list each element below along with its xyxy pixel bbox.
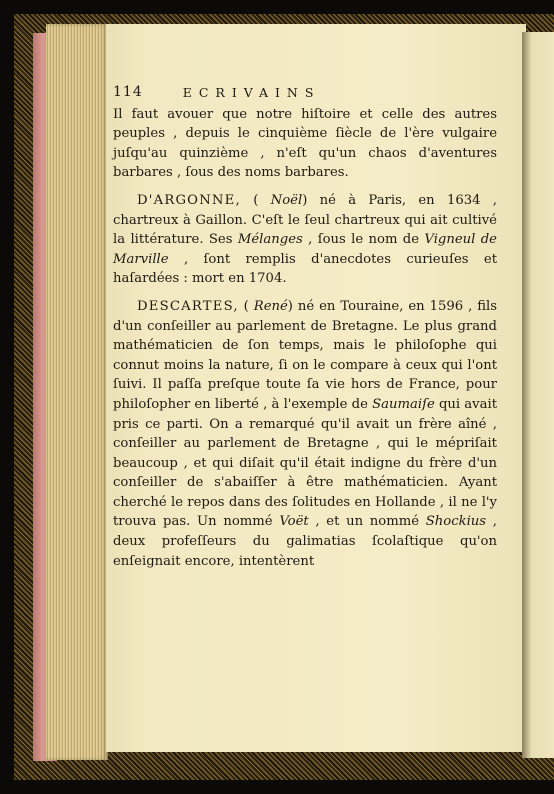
entry-descartes: [113, 297, 497, 571]
entry-head: DESCARTES,: [137, 298, 239, 314]
page-text: [113, 83, 497, 571]
entry-text: ) né en Touraine, en 1596 , fils d'un conſeiller au parlement de Bretagne. Le plus grand mathématicien de ſon temps, mais le philoſophe qui connut moins la nature, ſi on le compare à ceux qui l'ont ſuivi. Il paſſa preſque toute ſa vie hors de France, pour philoſopher en liberté , à l'exemple de: [113, 298, 498, 412]
entry-head: D'ARGONNE,: [137, 192, 241, 208]
entry-italic: Noël: [270, 192, 303, 208]
entry-text: , deux profeſſeurs du galimatias ſcolaſtique qu'on enſeignait encore, intentèrent: [113, 514, 497, 569]
entry-text: ) né à Paris, en 1634 , chartreux à Gaillon. C'eſt le ſeul chartreux qui ait cultivé la littérature. Ses: [113, 192, 497, 248]
entry-text: (: [238, 298, 254, 314]
running-header: [113, 83, 497, 103]
entry-dargonne: [113, 191, 497, 289]
entry-italic: René: [253, 298, 288, 314]
running-title: ECRIVAINS: [182, 85, 321, 100]
entry-text: , ſont remplis d'anecdotes curieuſes et haſardées : mort en 1704.: [113, 251, 497, 287]
entry-italic: Mélanges: [237, 232, 303, 248]
entry-text: , ſous le nom de: [302, 232, 425, 248]
page-edges: [46, 24, 108, 760]
entry-text: (: [240, 192, 271, 208]
entry-italic: Saumaiſe: [372, 396, 435, 412]
entry-italic: Voët: [279, 514, 309, 530]
paragraph-intro: Il faut avouer que notre hiſtoire et celle des autres peuples , depuis le cinquième ſiècle de l'ère vulgaire juſqu'au quinzième , n'eſt qu'un chaos d'aventures barbares , ſous des noms barbares.: [113, 106, 497, 181]
entry-italic: Shockius: [425, 514, 487, 530]
entry-text: qui avait pris ce parti. On a remarqué qu'il avait un frère aîné , conſeiller au parlement de Bretagne , qui le mépriſait beaucoup , et qui diſait qu'il était indigne du frère d'un conſeiller de s'abaiſſer à être mathématicien. Ayant cherché le repos dans des ſolitudes en Hollande , il ne l'y trouva pas. Un nommé: [113, 396, 498, 530]
facing-page-edge: [522, 32, 554, 758]
page-number: 114: [113, 84, 143, 100]
entry-italic: Vigneul de Marville: [113, 232, 497, 267]
entry-text: , et un nommé: [308, 514, 426, 530]
